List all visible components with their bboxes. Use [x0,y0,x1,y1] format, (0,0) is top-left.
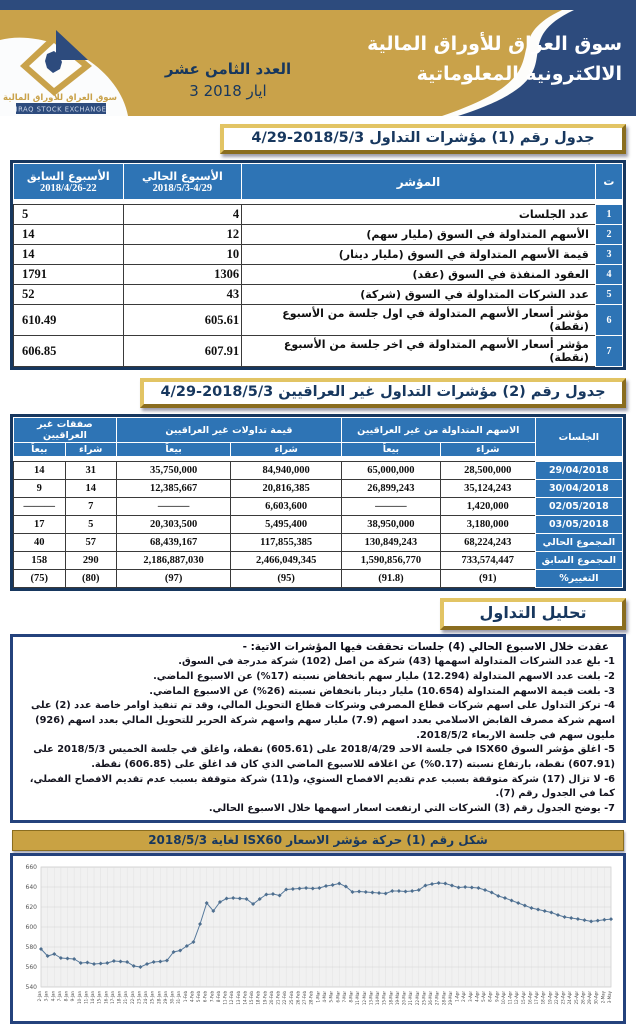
svg-text:13-Feb: 13-Feb [235,990,241,1005]
session-row: المجموع الحالي 68,224,243 130,849,243 117,855,385 68,439,167 57 40 [14,534,623,552]
svg-text:23-Jan: 23-Jan [136,990,142,1004]
svg-text:18-Mar: 18-Mar [388,990,394,1005]
svg-text:7-Mar: 7-Mar [341,990,347,1003]
svg-text:12-Feb: 12-Feb [229,990,235,1005]
svg-text:3-May: 3-May [607,990,612,1004]
session-row: 29/04/2018 28,500,000 65,000,000 84,940,000 35,750,000 31 14 [14,462,623,480]
svg-text:19-Apr: 19-Apr [547,990,553,1005]
svg-text:3-Jan: 3-Jan [43,990,49,1002]
svg-text:8-Apr: 8-Apr [487,990,493,1002]
isx60-chart-box [10,853,626,1024]
table2-group-deals: صفقات غير العراقيين [14,418,117,443]
svg-text:22-Mar: 22-Mar [414,990,420,1005]
svg-text:25-Feb: 25-Feb [288,990,294,1005]
svg-text:3-Apr: 3-Apr [467,990,473,1002]
table2-title: جدول رقم (2) مؤشرات التداول غير العراقيين 2018/5/3-4/29 [140,378,626,408]
table2-deals-buy: شراء [65,443,116,457]
svg-text:29-Mar: 29-Mar [447,990,453,1005]
svg-text:12-Apr: 12-Apr [514,990,520,1005]
svg-text:560: 560 [25,963,37,971]
bulletin-title-line2: الالكترونية المعلوماتية [416,63,622,85]
table1-col-current: الأسبوع الحالي 2018/5/3-4/29 [123,164,242,200]
svg-text:28-Feb: 28-Feb [308,990,314,1005]
indicator-row: 7 مؤشر أسعار الأسهم المتداولة في اخر جلسة من الأسبوع (نقطة) 607.91 606.85 [14,336,623,367]
svg-text:27-Feb: 27-Feb [302,990,308,1005]
svg-text:1-Apr: 1-Apr [454,990,460,1002]
svg-text:8-Feb: 8-Feb [215,990,221,1002]
svg-text:11-Jan: 11-Jan [83,990,89,1004]
svg-text:26-Mar: 26-Mar [428,990,434,1005]
svg-text:4-Apr: 4-Apr [474,990,480,1002]
svg-text:20-Feb: 20-Feb [268,990,274,1005]
svg-text:25-Mar: 25-Mar [421,990,427,1005]
svg-text:540: 540 [25,983,37,991]
svg-text:4-Jan: 4-Jan [50,990,56,1002]
issue-number: العدد الثامن عشر [164,60,292,78]
analysis-intro: عقدت خلال الاسبوع الحالي (4) جلسات تحققت فيها المؤشرات الاتية: - [242,641,609,654]
table2-col-sessions: الجلسات [535,418,622,457]
foreign-trading-table [13,417,623,588]
analysis-point: 4- تركز التداول على اسهم شركات قطاع المصرفي وشركات قطاع التحويل المالي، وقد تم تنفيذ اوامر خاصة عدد (2) على اسهم شركة مصرف القابض الاسلامي بعدد اسهم (7.9) مليار سهم واسهم شركة الحرير للتحويل المالي بعدد اسهم (926) مليون سهم في جلسة الاربعاء 2018/5/2. [30,700,615,741]
analysis-title: تحليل التداول [440,598,626,630]
table2-value-buy: شراء [231,443,342,457]
table1-title: جدول رقم (1) مؤشرات التداول 2018/5/3-4/29 [220,124,626,154]
svg-text:8-Mar: 8-Mar [348,990,354,1003]
svg-text:29-Jan: 29-Jan [162,990,168,1004]
svg-text:10-Jan: 10-Jan [76,990,82,1004]
analysis-point: 5- اغلق مؤشر السوق ISX60 في جلسة الاحد 2018/4/29 على (605.61) نقطة، واغلق في جلسة الخميس 2018/5/3 على (607.91) نقطة، بارتفاع نسبته (0.17%) عن اغلاقه للاسبوع الماضي الذي كان قد اغلق على (606.85) نقطة. [33,744,615,771]
svg-text:18-Feb: 18-Feb [255,990,261,1005]
svg-text:580: 580 [25,943,37,951]
svg-text:2-Apr: 2-Apr [461,990,467,1002]
analysis-point: 1- بلغ عدد الشركات المتداولة اسهمها (43) شركة من اصل (102) شركة مدرجة في السوق. [178,656,615,668]
analysis-box [10,634,626,823]
indicator-row: 4 العقود المنفذة في السوق (عقد) 1306 1791 [14,265,623,285]
svg-text:18-Jan: 18-Jan [116,990,122,1004]
logo-caption-english: IRAQ STOCK EXCHANGE [15,105,107,114]
svg-text:19-Mar: 19-Mar [394,990,400,1005]
svg-text:5-Mar: 5-Mar [328,990,334,1003]
svg-text:29-Apr: 29-Apr [587,990,593,1005]
analysis-point: 3- بلغت قيمة الاسهم المتداولة (10.654) مليار دينار بانخفاض نسبته (26%) عن الاسبوع الماضي. [149,685,615,697]
svg-text:6-Mar: 6-Mar [335,990,341,1003]
analysis-point: 7- يوضح الجدول رقم (3) الشركات التي ارتفعت اسعار اسهمها خلال الاسبوع الحالي. [208,803,615,815]
svg-text:26-Apr: 26-Apr [580,990,586,1005]
analysis-points [19,655,615,817]
indicator-row: 1 عدد الجلسات 4 5 [14,205,623,225]
svg-text:9-Apr: 9-Apr [494,990,500,1002]
svg-text:15-Mar: 15-Mar [381,990,387,1005]
svg-text:11-Apr: 11-Apr [507,990,513,1005]
issue-date: 3 ايار 2018 [189,82,267,100]
table2-deals-sell: بيعاً [14,443,66,457]
svg-text:640: 640 [25,883,37,891]
table1-col-indicator: المؤشر [242,164,596,200]
svg-text:6-Feb: 6-Feb [202,990,208,1002]
svg-text:18-Apr: 18-Apr [540,990,546,1005]
svg-text:15-Feb: 15-Feb [249,990,255,1005]
svg-text:14-Mar: 14-Mar [375,990,381,1005]
svg-text:30-Apr: 30-Apr [593,990,599,1005]
svg-text:2-May: 2-May [600,990,606,1004]
masthead-banner [0,0,636,116]
svg-text:5-Apr: 5-Apr [481,990,487,1002]
svg-text:21-Feb: 21-Feb [275,990,281,1005]
svg-text:14-Feb: 14-Feb [242,990,248,1005]
svg-text:12-Mar: 12-Mar [361,990,367,1005]
isx60-line-chart [14,859,622,1017]
svg-text:1-Feb: 1-Feb [182,990,188,1002]
svg-text:5-Feb: 5-Feb [196,990,202,1002]
svg-text:21-Jan: 21-Jan [123,990,129,1004]
svg-text:23-Apr: 23-Apr [560,990,566,1005]
indicators-table [13,163,623,367]
indicator-row: 6 مؤشر أسعار الأسهم المتداولة في اول جلسة من الأسبوع (نقطة) 605.61 610.49 [14,305,623,336]
svg-text:8-Jan: 8-Jan [63,990,69,1002]
svg-text:4-Mar: 4-Mar [322,990,327,1003]
session-row: التغيير% (91) (91.8) (95) (97) (80) (75) [14,570,623,588]
svg-text:15-Jan: 15-Jan [96,990,102,1004]
svg-text:22-Apr: 22-Apr [553,990,559,1005]
table2-group-value: قيمة تداولات غير العراقيين [116,418,341,443]
indicator-row: 5 عدد الشركات المتداولة في السوق (شركة) 43 52 [14,285,623,305]
svg-text:25-Apr: 25-Apr [573,990,579,1005]
svg-text:26-Feb: 26-Feb [295,990,301,1005]
svg-text:13-Mar: 13-Mar [368,990,374,1005]
session-row: 02/05/2018 1,420,000 ——— 6,603,600 ——— 7 ——— [14,498,623,516]
table2-value-sell: بيعاً [116,443,230,457]
table2-group-shares: الاسهم المتداولة من غير العراقيين [341,418,535,443]
svg-text:11-Mar: 11-Mar [355,990,361,1005]
bulletin-title-line1: سوق العراق للأوراق المالية [367,33,622,55]
svg-text:11-Feb: 11-Feb [222,990,228,1005]
svg-text:28-Mar: 28-Mar [441,990,447,1005]
svg-text:16-Apr: 16-Apr [527,990,533,1005]
svg-text:2-Jan: 2-Jan [37,990,42,1002]
svg-text:28-Jan: 28-Jan [156,990,162,1004]
svg-text:600: 600 [25,923,37,931]
table1-col-previous: الأسبوع السابق 2018/4/26-22 [14,164,124,200]
svg-text:21-Mar: 21-Mar [408,990,414,1005]
svg-text:10-Apr: 10-Apr [500,990,506,1005]
svg-text:9-Jan: 9-Jan [70,990,76,1002]
svg-text:24-Jan: 24-Jan [143,990,149,1004]
foreign-trading-table-wrapper [10,414,626,591]
svg-text:7-Jan: 7-Jan [56,990,62,1002]
svg-text:15-Apr: 15-Apr [520,990,526,1005]
svg-text:31-Jan: 31-Jan [176,990,182,1004]
logo-caption-arabic: سوق العراق للأوراق المالية [2,93,118,103]
table2-shares-buy: شراء [440,443,535,457]
session-row: 30/04/2018 35,124,243 26,899,243 20,816,385 12,385,667 14 9 [14,480,623,498]
svg-text:27-Mar: 27-Mar [434,990,440,1005]
svg-text:7-Feb: 7-Feb [209,990,215,1002]
indicator-row: 2 الأسهم المتداولة في السوق (مليار سهم) 12 14 [14,225,623,245]
svg-text:24-Apr: 24-Apr [567,990,573,1005]
svg-text:1-Mar: 1-Mar [315,990,321,1003]
svg-text:660: 660 [25,863,37,871]
analysis-point: 6- لا تزال (17) شركة متوقفة بسبب عدم تقديم الافصاح السنوي، و(11) شركة متوقفة بسبب عدم تقديم الافصاح الفصلي، كما في الجدول رقم (7). [29,773,615,800]
svg-text:14-Jan: 14-Jan [90,990,96,1004]
indicators-table-wrapper [10,160,626,370]
session-row: المجموع السابق 733,574,447 1,590,856,770 2,466,049,345 2,186,887,030 290 158 [14,552,623,570]
svg-text:620: 620 [25,903,37,911]
svg-text:20-Mar: 20-Mar [401,990,407,1005]
svg-text:25-Jan: 25-Jan [149,990,155,1004]
svg-text:22-Jan: 22-Jan [129,990,135,1004]
chart-title: شكل رقم (1) حركة مؤشر الاسعار ISX60 لغاية 2018/5/3 [12,830,624,851]
svg-text:17-Apr: 17-Apr [534,990,540,1005]
analysis-point: 2- بلغت عدد الاسهم المتداولة (12.294) مليار سهم بانخفاض نسبته (17%) عن الاسبوع الماضي. [153,670,615,682]
indicator-row: 3 قيمة الأسهم المتداولة في السوق (مليار دينار) 10 14 [14,245,623,265]
table2-shares-sell: بيعاً [341,443,440,457]
svg-text:19-Feb: 19-Feb [262,990,268,1005]
svg-text:22-Feb: 22-Feb [282,990,288,1005]
svg-text:17-Jan: 17-Jan [109,990,115,1004]
svg-text:30-Jan: 30-Jan [169,990,175,1004]
table1-col-no: ت [595,164,622,200]
svg-text:16-Jan: 16-Jan [103,990,109,1004]
session-row: 03/05/2018 3,180,000 38,950,000 5,495,400 20,303,500 5 17 [14,516,623,534]
svg-text:4-Feb: 4-Feb [189,990,195,1002]
